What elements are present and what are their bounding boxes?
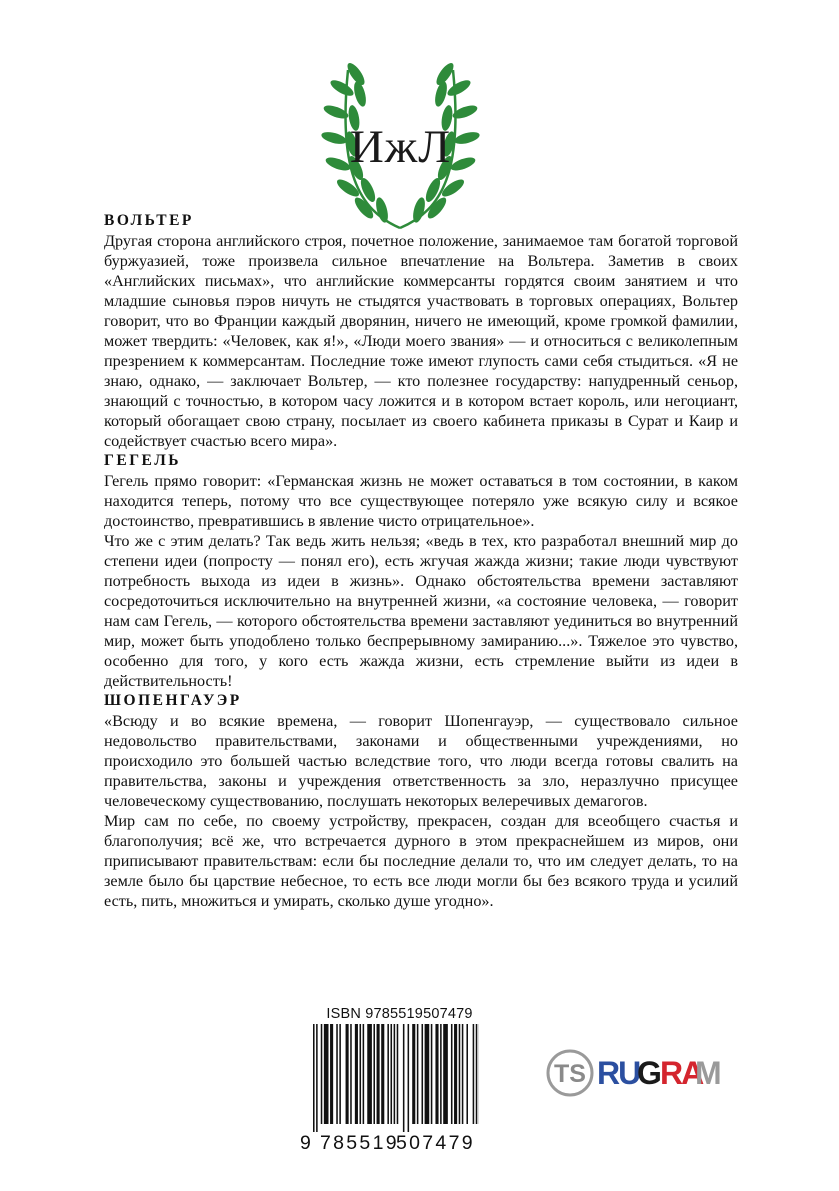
barcode-bar — [466, 1024, 468, 1124]
paragraph: Что же с этим делать? Так ведь жить нельзя; «ведь в тех, кто разработал внешний мир до степени идеи (попросту — понял его), есть жгучая жажда жизни; такие люди чувствуют потребность выхода из идеи в жизнь». Однако обстоятельства времени заставляют сосредоточиться исключительно на внутренней жизни, «а состояние человека, — говорит нам сам Гегель, — которого обстоятельства времени заставляют уединиться во внутренний мир, может быть уподоблено только беспрерывному замиранию...». Тяжелое это чувство, особенно для того, у кого есть жажда жизни, есть стремление выйти из идеи в действительность! — [104, 532, 738, 690]
barcode-bar — [391, 1024, 393, 1124]
paragraph: Другая сторона английского строя, почетное положение, занимаемое там богатой торговой буржуазией, тоже произвела сильное впечатление на Вольтера. Заметив в своих «Английских письмах», что английские коммерсанты гордятся своим занятием и что младшие сыновья пэров ничуть не стыдятся участвовать в торговых операциях, Вольтер говорит, что во Франции каждый дворянин, ничего не имеющий, кроме громкой фамилии, может твердить: «Человек, как я!», «Люди моего звания» — и относиться с великолепным презрением к коммерсантам. Последние тоже имеют глупость сами себя стыдиться. «Я не знаю, однако, — заключает Вольтер, — кто полезнее государству: напудренный сеньор, знающий с точностью, в котором часу ложится и в котором встает король, или негоциант, который обогащает свою страну, посылает из своего кабинета приказы в Сурат и Каир и содействует счастью всего мира». — [104, 232, 738, 450]
heading-schopenhauer: ШОПЕНГАУЭР — [104, 692, 242, 709]
barcode-bar — [473, 1024, 475, 1124]
barcode-bar — [316, 1024, 318, 1132]
barcode-bar — [330, 1024, 333, 1124]
barcode-bar — [451, 1024, 453, 1124]
isbn-digits-right: 507479 — [396, 1132, 475, 1154]
barcode-bar — [403, 1024, 405, 1132]
paragraph: Гегель прямо говорит: «Германская жизнь не может оставаться в том состоянии, в каком находится теперь, потому что все существующее потеряло уже всякую силу и всякое достоинство, превратившись в явление чисто отрицательное». — [104, 472, 738, 530]
barcode-bar — [397, 1024, 399, 1124]
isbn-digits — [300, 1132, 486, 1154]
barcode-bar — [440, 1024, 442, 1124]
publisher-logo-ijl — [318, 60, 483, 232]
logo-g: G — [637, 1055, 662, 1091]
barcode-bar — [454, 1024, 457, 1124]
isbn-digit-lead: 9 — [300, 1132, 311, 1154]
barcode-bar — [373, 1024, 375, 1124]
barcode-bar — [324, 1024, 329, 1124]
barcode-bar — [367, 1024, 372, 1124]
isbn-digits-left: 785519 — [320, 1132, 399, 1154]
barcode-bar — [443, 1024, 448, 1124]
logo-ts: TS — [554, 1060, 586, 1088]
laurel-leaf — [433, 80, 449, 108]
isbn-label: ISBN 9785519507479 — [326, 1006, 473, 1022]
paragraph: Мир сам по себе, по своему устройству, прекрасен, создан для всеобщего счастья и благополучия; всё же, что встречается дурного в этом прекраснейшем из миров, они приписывают правительствам: если бы последние делали то, что им следует делать, то на земле было бы царствие небесное, то есть все люди могли бы без всякого труда и усилий есть, пить, множиться и умирать, сколько душе угодно». — [104, 812, 738, 910]
barcode-bar — [355, 1024, 358, 1124]
logo-monogram: ИжЛ — [349, 121, 452, 173]
barcode-bar — [346, 1024, 349, 1124]
logo-m: M — [695, 1055, 722, 1091]
barcode-bar — [387, 1024, 389, 1124]
barcode-bar — [350, 1024, 352, 1124]
barcode-bar — [360, 1024, 362, 1124]
barcode — [309, 1024, 479, 1132]
barcode-bar — [363, 1024, 365, 1124]
barcode-bar — [476, 1024, 478, 1124]
laurel-leaf — [328, 77, 356, 99]
barcode-bar — [462, 1024, 464, 1124]
barcode-bar — [313, 1024, 315, 1132]
laurel-leaf — [352, 80, 368, 108]
barcode-bar — [381, 1024, 384, 1124]
barcode-bar — [321, 1024, 323, 1124]
heading-voltaire: ВОЛЬТЕР — [104, 212, 194, 229]
barcode-bar — [336, 1024, 338, 1124]
barcode-bar — [408, 1024, 410, 1132]
laurel-leaf — [445, 77, 473, 99]
barcode-bar — [431, 1024, 433, 1124]
barcode-bar — [412, 1024, 415, 1124]
paragraph: «Всюду и во всякие времена, — говорит Шопенгауэр, — существовало сильное недовольство правительствами, законами и общественными учреждениями, но происходило это большей частью вследствие того, что люди всегда готовы свалить на правительства, законы и учреждения ответственность за зло, неразлучно присущее человеческому существованию, послушать некоторых велеречивых демагогов. — [104, 712, 738, 810]
barcode-bar — [417, 1024, 419, 1124]
barcode-bar — [377, 1024, 380, 1124]
barcode-bar — [339, 1024, 341, 1124]
back-cover-text — [104, 211, 738, 911]
barcode-bar — [394, 1024, 396, 1124]
logo-ru: RU — [597, 1055, 640, 1091]
heading-hegel: ГЕГЕЛЬ — [104, 452, 181, 469]
publisher-logo-rugram — [545, 1044, 723, 1102]
barcode-bar — [422, 1024, 424, 1124]
barcode-bar — [459, 1024, 461, 1124]
logo-ra: RA — [660, 1055, 703, 1091]
barcode-bar — [435, 1024, 438, 1124]
barcode-bar — [425, 1024, 430, 1124]
